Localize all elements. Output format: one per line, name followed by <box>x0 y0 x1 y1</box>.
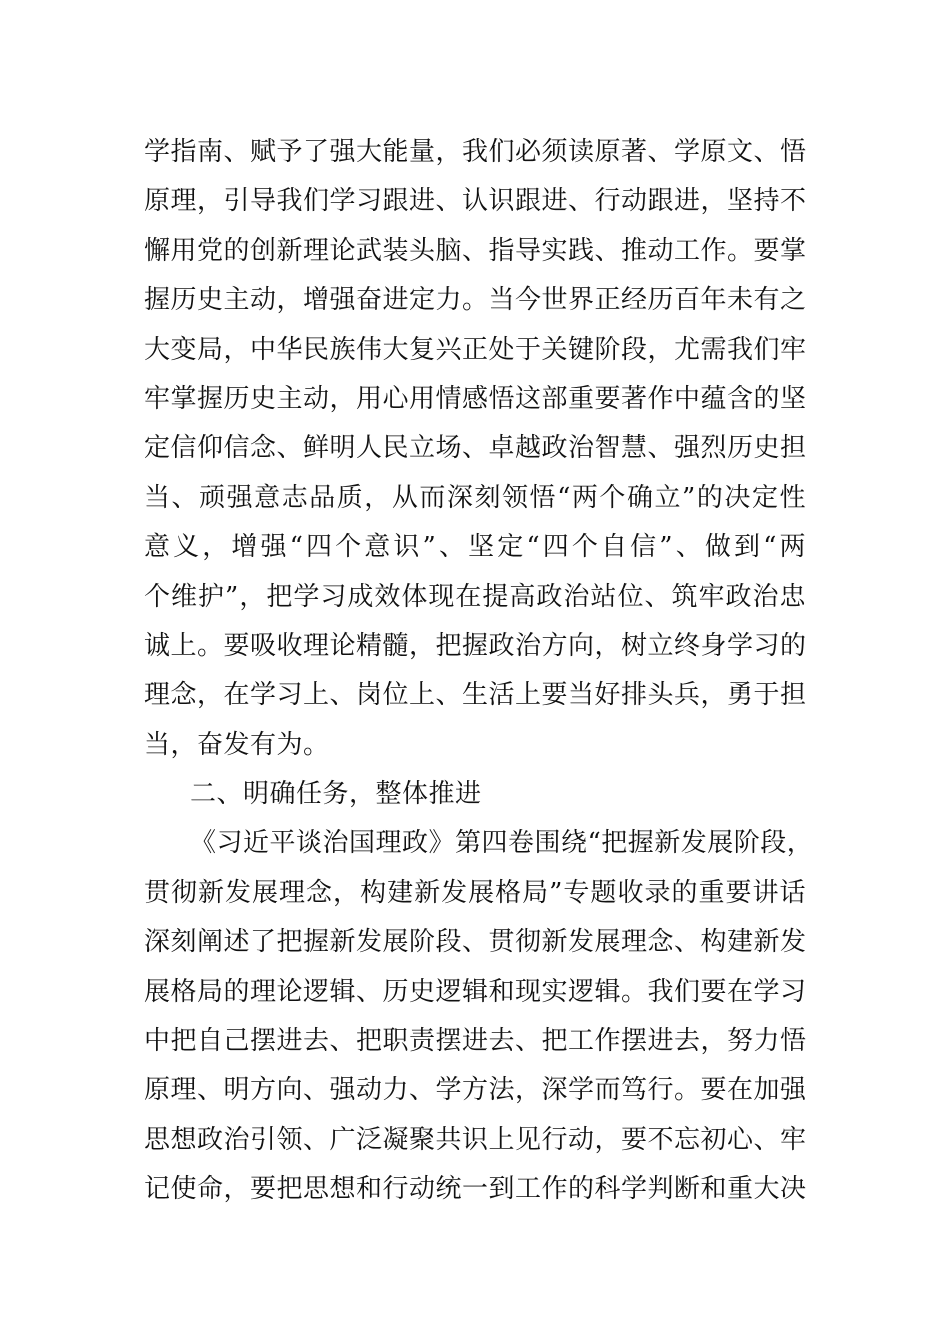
text-line: 当，奋发有为。 <box>144 729 330 760</box>
text-line: 中把自己摆进去、把职责摆进去、把工作摆进去，努力悟 <box>144 1026 807 1057</box>
text-line: 诚上。要吸收理论精髓，把握政治方向，树立终身学习的 <box>144 630 807 661</box>
text-line: 《习近平谈治国理政》第四卷围绕“把握新发展阶段， <box>190 828 814 859</box>
text-line: 原理，引导我们学习跟进、认识跟进、行动跟进，坚持不 <box>144 186 807 217</box>
text-line: 大变局，中华民族伟大复兴正处于关键阶段，尤需我们牢 <box>144 334 807 365</box>
text-line: 懈用党的创新理论武装头脑、指导实践、推动工作。要掌 <box>144 235 807 266</box>
section-heading: 二、明确任务，整体推进 <box>190 779 482 810</box>
text-line: 理念，在学习上、岗位上、生活上要当好排头兵，勇于担 <box>144 680 807 711</box>
body-text <box>144 128 814 1215</box>
text-line: 深刻阐述了把握新发展阶段、贯彻新发展理念、构建新发 <box>144 927 807 958</box>
text-line: 学指南、赋予了强大能量，我们必须读原著、学原文、悟 <box>144 137 807 167</box>
text-line: 牢掌握历史主动，用心用情感悟这部重要著作中蕴含的坚 <box>144 383 807 414</box>
paragraph-2 <box>144 819 814 1214</box>
text-line: 贯彻新发展理念，构建新发展格局”专题收录的重要讲话 <box>144 877 806 908</box>
text-line: 意义，增强“四个意识”、坚定“四个自信”、做到“两 <box>144 532 806 563</box>
paragraph-1 <box>144 128 806 770</box>
text-line: 定信仰信念、鲜明人民立场、卓越政治智慧、强烈历史担 <box>144 433 807 464</box>
text-line: 握历史主动，增强奋进定力。当今世界正经历百年未有之 <box>144 285 807 316</box>
text-line: 当、顽强意志品质，从而深刻领悟“两个确立”的决定性 <box>144 482 806 513</box>
text-line: 展格局的理论逻辑、历史逻辑和现实逻辑。我们要在学习 <box>144 976 807 1007</box>
text-line: 记使命，要把思想和行动统一到工作的科学判断和重大决 <box>144 1174 807 1205</box>
text-line: 原理、明方向、强动力、学方法，深学而笃行。要在加强 <box>144 1075 807 1106</box>
text-line: 个维护”，把学习成效体现在提高政治站位、筑牢政治忠 <box>144 581 806 612</box>
text-line: 思想政治引领、广泛凝聚共识上见行动，要不忘初心、牢 <box>144 1124 807 1155</box>
